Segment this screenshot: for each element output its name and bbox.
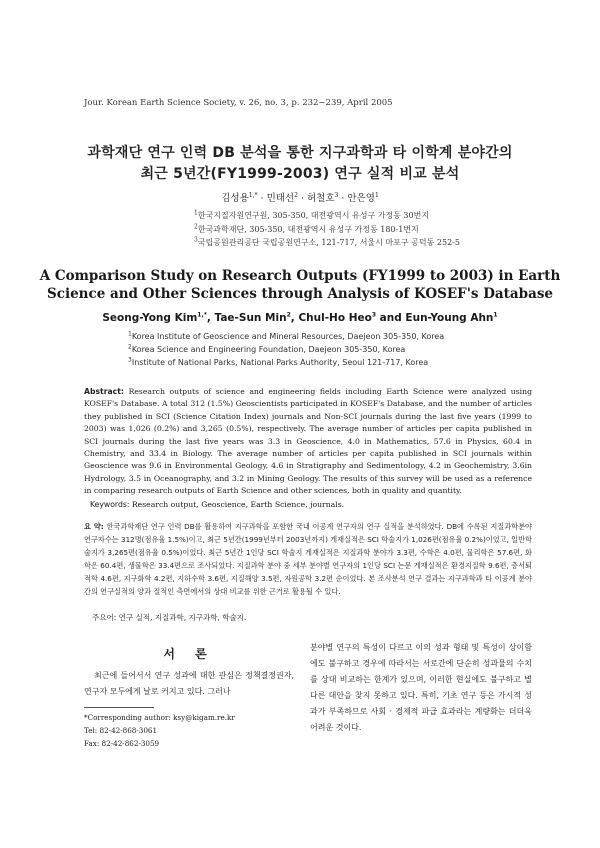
affiliation-text: 국립공원관리공단 국립공원연구소, 121-717, 서울시 마포구 공덕동 252-5 xyxy=(197,238,460,247)
journal-citation: Jour. Korean Earth Science Society, v. 26, no. 3, p. 232−239, April 2005 xyxy=(84,98,393,108)
korean-affiliation xyxy=(194,224,419,235)
intro-paragraph-right: 분야별 연구의 특성이 다르고 이의 성과 형태 및 특성이 상이함에도 불구하고 경우에 따라서는 서로간에 단순히 성과물의 수치를 상대 비교하는 한계가 있으며, 이러한 현실에도 불구하고 별다른 대안을 찾지 못하고 있다. 특히, 기초 연구 등은 가시적 성과가 부족하므로 사회 · 경제적 파급 효과라는 계량화는 더더욱 어려운 것이다. xyxy=(310,643,532,732)
author-separator: and xyxy=(376,312,406,324)
english-keywords xyxy=(90,500,344,509)
author-separator: , xyxy=(206,312,215,324)
abstract-label: Abstract: xyxy=(84,387,124,396)
affiliation-sup: 3 xyxy=(128,356,132,364)
author-sup: 3 xyxy=(334,191,339,199)
author-name: 김성용 xyxy=(221,193,249,204)
author-name: 민태선 xyxy=(266,193,295,204)
author-name: Chul-Ho Heo xyxy=(298,312,372,324)
affiliation-text: 한국지질자원연구원, 305-350, 대전광역시 유성구 가정동 30번지 xyxy=(197,211,430,220)
affiliation-sup: 1 xyxy=(128,330,132,338)
korean-keywords xyxy=(92,612,246,623)
korean-keywords-label: 주요어: xyxy=(92,613,117,622)
korean-affiliation xyxy=(194,237,460,248)
keywords-label: Keywords: xyxy=(90,500,130,509)
korean-title-line-1: 과학재단 연구 인력 DB 분석을 통한 지구과학과 타 이학계 분야간의 xyxy=(87,145,513,161)
affiliation-text: Korea Institute of Geoscience and Mineral Resources, Daejeon 305-350, Korea xyxy=(131,332,445,341)
author-separator: · xyxy=(338,193,348,204)
author-sup: 2 xyxy=(294,191,298,199)
affiliation-sup: 1 xyxy=(194,209,198,217)
english-affiliation xyxy=(128,332,444,341)
korean-abstract xyxy=(84,520,532,598)
english-title-line-2: Science and Other Sciences through Analysis of KOSEF's Database xyxy=(46,286,554,302)
affiliation-text: Institute of National Parks, National Parks Authority, Seoul 121-717, Korea xyxy=(131,358,429,367)
korean-abstract-label: 요 약: xyxy=(84,522,104,531)
author-separator: · xyxy=(257,193,267,204)
english-abstract xyxy=(84,386,532,498)
affiliation-sup: 3 xyxy=(194,236,198,244)
english-authors xyxy=(0,312,600,324)
footnote-fax: Fax: 82-42-862-3059 xyxy=(84,739,160,748)
author-name: Seong-Yong Kim xyxy=(102,312,198,324)
author-sup: 1,* xyxy=(248,191,258,199)
footnote-tel: Tel: 82-42-868-3061 xyxy=(84,726,158,735)
author-sup: 1 xyxy=(374,191,379,199)
author-name: 허철호 xyxy=(306,193,335,204)
english-affiliation xyxy=(128,345,405,354)
english-title-line-1: A Comparison Study on Research Outputs (FY1999 to 2003) in Earth xyxy=(39,268,561,284)
author-name: Eun-Young Ahn xyxy=(405,312,494,324)
keywords-text: Research output, Geoscience, Earth Science, journals. xyxy=(131,500,345,509)
affiliation-text: Korea Science and Engineering Foundation, Daejeon 305-350, Korea xyxy=(131,345,406,354)
author-name: Tae-Sun Min xyxy=(214,312,287,324)
author-sup: 1 xyxy=(493,311,498,319)
footnote-corresponding-author: *Corresponding author: ksy@kigam.re.kr xyxy=(84,713,235,722)
section-heading-introduction: 서 론 xyxy=(163,647,215,661)
abstract-text: Research outputs of science and engineering fields including Earth Science were analyzed using KOSEF's Database. A total 312 (1.5%) Geoscientists participated in KOSEF's Database, and the number of articles they published in SCI (Science Citation Index) journals and Non-SCI journals during the last five years (1999 to 2003) was 1,026 (0.2%) and 3,265 (0.5%), respectively. The average number of articles per capita published in SCI journals during the last five years was 3.3 in Geoscience, 4.0 in Mathematics, 57.6 in Physics, 60.4 in Chemistry, and 33.4 in Biology. The average number of articles per capita published in SCI journals within Geoscience was 9.6 in Environmental Geology, 4.6 in Stratigraphy and Sedimentology, 4.2 in Geochemistry, 3.6in Hydrology, 3.5 in Oceanography, and 3.2 in Mining Geology. The results of this survey will be used as a reference in comparing research outputs of Earth Science and other sciences, both in quality and quantity. xyxy=(84,387,532,496)
author-separator: , xyxy=(290,312,299,324)
korean-affiliation xyxy=(194,210,429,221)
author-separator: · xyxy=(297,193,307,204)
intro-paragraph-left: 최근에 들어서서 연구 성과에 대한 관심은 정책결정권자, 연구자 모두에게 날로 커지고 있다. 그러나 xyxy=(84,671,294,696)
korean-keywords-text: 연구 실적, 지질과학, 지구과학, 학술지. xyxy=(118,613,247,622)
english-affiliation xyxy=(128,358,428,367)
korean-authors xyxy=(0,190,600,204)
affiliation-text: 한국과학재단, 305-350, 대전광역시 유성구 가정동 180-1번지 xyxy=(197,225,419,234)
korean-title-line-2: 최근 5년간(FY1999-2003) 연구 실적 비교 분석 xyxy=(140,166,460,182)
author-sup: 2 xyxy=(286,311,291,319)
author-sup: 3 xyxy=(371,311,377,319)
korean-abstract-text: 한국과학재단 연구 인력 DB를 활용하여 지구과학을 포함한 국내 이공계 연구자의 연구 실적을 분석하였다. DB에 수록된 지질과학분야 연구자수는 312명(점유율 1.5%)이고, 최근 5년간(1999년부터 2003년까지) 게재실적은 SCI 학술지가 1,026편(점유율 0.2%)이었고, 일반학술지가 3,265편(점유율 0.5%)이었다. 최근 5년간 1인당 SCI 학술지 게재실적은 지질과학 분야가 3.3편, 수학은 4.0편, 물리학은 57.6편, 화학은 60.4편, 생물학은 33.4편으로 조사되었다. 지질과학 분야 중 세부 분야별 연구자의 1인당 SCI 논문 게재실적은 환경지질학 9.6편, 층서퇴적학 4.6편, 지구화학 4.2편, 지하수학 3.6편, 지질해양 3.5편, 자원공학 3.2편 순이었다. 본 조사분석 연구 결과는 지구과학과 타 이공계 분야간의 연구실적의 양과 질적인 측면에서의 상대 비교를 위한 근거로 활용될 수 있다. xyxy=(84,522,532,596)
footnote-divider xyxy=(84,707,154,708)
author-sup: 1,* xyxy=(197,311,207,319)
affiliation-sup: 2 xyxy=(194,223,198,231)
author-name: 안은영 xyxy=(347,193,375,204)
affiliation-sup: 2 xyxy=(128,343,132,351)
